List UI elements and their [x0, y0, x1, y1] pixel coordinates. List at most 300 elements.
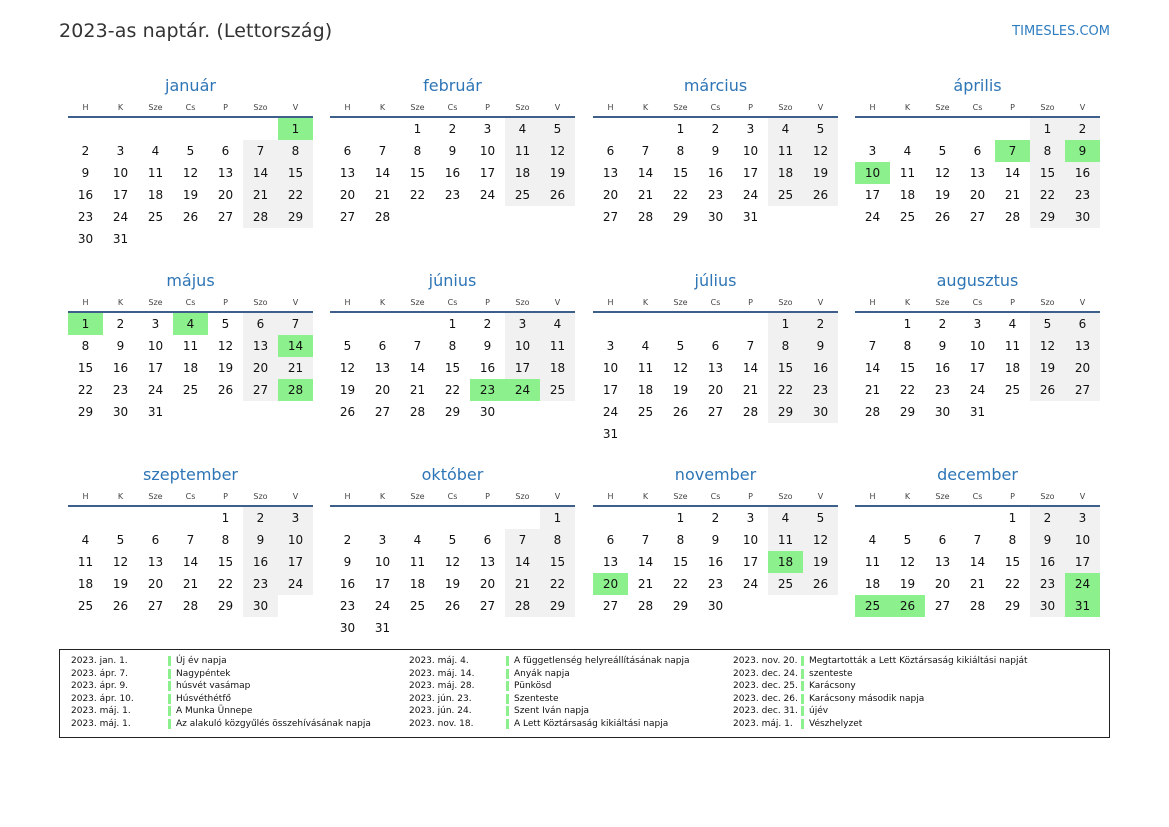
- day-cell: 24: [112, 210, 129, 224]
- day-cell: 16: [707, 555, 724, 569]
- day-cell: 13: [934, 555, 951, 569]
- legend-marker: [506, 681, 509, 691]
- day-cell: 9: [938, 339, 947, 353]
- weekday-label: Szo: [253, 492, 268, 501]
- day-cell: 8: [676, 144, 685, 158]
- day-cell: 2: [711, 511, 720, 525]
- day-cell: 8: [1008, 533, 1017, 547]
- day-cell: 16: [339, 577, 356, 591]
- empty-cell: [138, 118, 173, 140]
- day-grid: [330, 118, 575, 228]
- day-cell: 12: [1030, 335, 1065, 357]
- day-cell: 30: [803, 401, 838, 423]
- day-cell: 27: [374, 405, 391, 419]
- legend-holiday-name: Szenteste: [514, 693, 559, 704]
- day-cell: 22: [672, 188, 689, 202]
- month-calendar: [330, 270, 575, 423]
- empty-cell: [435, 507, 470, 529]
- month-calendar: [593, 270, 838, 445]
- day-cell: 2: [116, 317, 125, 331]
- empty-cell: [855, 313, 890, 335]
- day-cell: 21: [864, 383, 881, 397]
- day-cell: 12: [934, 166, 951, 180]
- day-cell: 18: [637, 383, 654, 397]
- day-grid: [855, 313, 1100, 423]
- empty-cell: [890, 118, 925, 140]
- day-cell: 3: [116, 144, 125, 158]
- legend-date: 2023. jún. 24.: [409, 706, 472, 717]
- day-cell: 29: [278, 206, 313, 228]
- day-cell: 14: [864, 361, 881, 375]
- legend-item: [71, 668, 371, 681]
- day-cell: 24: [278, 573, 313, 595]
- day-cell: 6: [221, 144, 230, 158]
- day-cell: 3: [1065, 507, 1100, 529]
- day-cell: 7: [186, 533, 195, 547]
- day-cell: 13: [707, 361, 724, 375]
- weekday-label: Cs: [972, 103, 983, 112]
- day-cell: 27: [602, 599, 619, 613]
- day-cell: 18: [505, 162, 540, 184]
- day-cell: 23: [77, 210, 94, 224]
- legend-marker: [168, 681, 171, 691]
- day-cell: 4: [81, 533, 90, 547]
- day-cell: 7: [641, 144, 650, 158]
- day-grid: [855, 118, 1100, 228]
- day-cell: 23: [1065, 184, 1100, 206]
- day-cell: 20: [602, 188, 619, 202]
- day-cell: 9: [343, 555, 352, 569]
- day-cell: 8: [676, 533, 685, 547]
- weekday-label: V: [817, 492, 824, 501]
- legend-item: [733, 693, 1028, 706]
- weekday-label: Szo: [253, 298, 268, 307]
- day-cell: 27: [1065, 379, 1100, 401]
- day-cell: 21: [278, 357, 313, 379]
- day-cell: 8: [413, 144, 422, 158]
- day-cell: 24: [864, 210, 881, 224]
- legend-holiday-name: újév: [809, 706, 829, 717]
- day-cell: 23: [243, 573, 278, 595]
- day-cell: 23: [444, 188, 461, 202]
- day-cell: 18: [540, 357, 575, 379]
- weekday-label: Cs: [447, 492, 458, 501]
- empty-cell: [698, 313, 733, 335]
- holiday-day: 14: [278, 335, 313, 357]
- empty-cell: [103, 118, 138, 140]
- holiday-day: 25: [855, 595, 890, 617]
- legend-marker: [506, 656, 509, 666]
- day-cell: 27: [217, 210, 234, 224]
- day-cell: 7: [413, 339, 422, 353]
- day-cell: 19: [217, 361, 234, 375]
- weekday-label: K: [117, 298, 124, 307]
- holiday-day: 1: [68, 313, 103, 335]
- month-calendar: [330, 464, 575, 639]
- day-cell: 26: [182, 210, 199, 224]
- day-cell: 15: [540, 551, 575, 573]
- day-cell: 17: [864, 188, 881, 202]
- day-cell: 25: [147, 210, 164, 224]
- day-cell: 16: [1030, 551, 1065, 573]
- legend-holiday-name: Karácsony második napja: [809, 693, 925, 704]
- day-cell: 3: [868, 144, 877, 158]
- weekday-label: Sze: [410, 492, 425, 501]
- legend-date: 2023. dec. 25.: [733, 681, 798, 692]
- day-cell: 7: [378, 144, 387, 158]
- weekday-label: V: [1079, 492, 1086, 501]
- legend-date: 2023. dec. 26.: [733, 693, 798, 704]
- day-cell: 29: [768, 401, 803, 423]
- holiday-day: 10: [855, 162, 890, 184]
- holiday-day: 7: [995, 140, 1030, 162]
- day-cell: 28: [374, 210, 391, 224]
- day-cell: 21: [637, 188, 654, 202]
- day-cell: 17: [505, 357, 540, 379]
- day-cell: 29: [1004, 599, 1021, 613]
- weekday-label: Cs: [185, 492, 196, 501]
- weekday-label: K: [904, 298, 911, 307]
- day-cell: 28: [637, 599, 654, 613]
- day-cell: 6: [938, 533, 947, 547]
- day-cell: 4: [151, 144, 160, 158]
- day-cell: 30: [707, 210, 724, 224]
- legend-marker: [801, 669, 804, 679]
- weekday-label: H: [869, 298, 876, 307]
- empty-cell: [470, 507, 505, 529]
- empty-cell: [855, 507, 890, 529]
- empty-cell: [103, 507, 138, 529]
- empty-cell: [400, 313, 435, 335]
- weekday-header: [68, 489, 313, 504]
- holiday-day: 4: [173, 313, 208, 335]
- weekday-label: P: [1010, 103, 1015, 112]
- empty-cell: [593, 118, 628, 140]
- day-cell: 28: [505, 595, 540, 617]
- day-cell: 31: [374, 621, 391, 635]
- empty-cell: [628, 118, 663, 140]
- day-cell: 15: [217, 555, 234, 569]
- day-cell: 7: [278, 313, 313, 335]
- day-cell: 15: [1030, 162, 1065, 184]
- day-cell: 5: [116, 533, 125, 547]
- day-grid: [593, 118, 838, 228]
- day-cell: 28: [969, 599, 986, 613]
- weekday-label: V: [554, 298, 561, 307]
- day-cell: 30: [112, 405, 129, 419]
- day-cell: 15: [409, 166, 426, 180]
- day-cell: 21: [742, 383, 759, 397]
- holiday-day: 23: [470, 379, 505, 401]
- day-cell: 27: [339, 210, 356, 224]
- weekday-header: [855, 489, 1100, 504]
- day-cell: 27: [934, 599, 951, 613]
- legend-item: [733, 705, 1028, 718]
- weekday-header: [330, 295, 575, 310]
- holiday-day: 24: [505, 379, 540, 401]
- weekday-label: Szo: [778, 103, 793, 112]
- day-cell: 26: [934, 210, 951, 224]
- month-calendar: [855, 75, 1100, 228]
- day-cell: 31: [602, 427, 619, 441]
- weekday-label: K: [642, 103, 649, 112]
- day-cell: 26: [444, 599, 461, 613]
- weekday-header: [68, 100, 313, 115]
- day-cell: 6: [378, 339, 387, 353]
- day-cell: 21: [409, 383, 426, 397]
- day-cell: 25: [768, 573, 803, 595]
- day-cell: 15: [1004, 555, 1021, 569]
- holiday-day: 31: [1065, 595, 1100, 617]
- day-cell: 11: [637, 361, 654, 375]
- day-cell: 29: [217, 599, 234, 613]
- weekday-label: P: [748, 103, 753, 112]
- day-cell: 28: [1004, 210, 1021, 224]
- empty-cell: [208, 118, 243, 140]
- legend-item: [409, 668, 690, 681]
- weekday-label: Sze: [935, 103, 950, 112]
- weekday-label: K: [379, 492, 386, 501]
- day-cell: 29: [77, 405, 94, 419]
- day-cell: 19: [672, 383, 689, 397]
- day-cell: 2: [483, 317, 492, 331]
- day-cell: 6: [973, 144, 982, 158]
- day-cell: 9: [1030, 529, 1065, 551]
- legend-date: 2023. máj. 4.: [409, 656, 469, 666]
- month-title: augusztus: [936, 271, 1019, 290]
- day-cell: 25: [899, 210, 916, 224]
- day-cell: 13: [243, 335, 278, 357]
- weekday-label: Sze: [935, 492, 950, 501]
- weekday-label: K: [379, 103, 386, 112]
- day-cell: 5: [803, 118, 838, 140]
- legend-holiday-name: Szent Iván napja: [514, 706, 590, 717]
- day-cell: 8: [278, 140, 313, 162]
- day-cell: 18: [77, 577, 94, 591]
- day-cell: 2: [448, 122, 457, 136]
- day-cell: 24: [374, 599, 391, 613]
- day-cell: 17: [147, 361, 164, 375]
- day-cell: 15: [672, 555, 689, 569]
- weekday-label: Cs: [185, 103, 196, 112]
- day-cell: 29: [540, 595, 575, 617]
- page-title: 2023-as naptár. (Lettország): [59, 20, 333, 42]
- day-cell: 3: [151, 317, 160, 331]
- day-cell: 12: [899, 555, 916, 569]
- day-cell: 3: [278, 507, 313, 529]
- day-cell: 28: [243, 206, 278, 228]
- legend-marker: [168, 694, 171, 704]
- holiday-day: 1: [278, 118, 313, 140]
- day-cell: 5: [186, 144, 195, 158]
- weekday-label: Cs: [710, 492, 721, 501]
- day-cell: 19: [1030, 357, 1065, 379]
- day-cell: 16: [707, 166, 724, 180]
- weekday-label: P: [1010, 492, 1015, 501]
- weekday-label: P: [1010, 298, 1015, 307]
- weekday-label: H: [869, 103, 876, 112]
- day-cell: 1: [768, 313, 803, 335]
- day-cell: 24: [602, 405, 619, 419]
- legend-date: 2023. ápr. 10.: [71, 693, 134, 704]
- day-cell: 17: [278, 551, 313, 573]
- weekday-label: P: [223, 103, 228, 112]
- empty-cell: [330, 313, 365, 335]
- day-cell: 8: [540, 529, 575, 551]
- day-cell: 22: [444, 383, 461, 397]
- weekday-header: [855, 100, 1100, 115]
- day-cell: 20: [374, 383, 391, 397]
- day-cell: 7: [641, 533, 650, 547]
- legend-date: 2023. máj. 1.: [71, 706, 131, 717]
- month-calendar: [855, 464, 1100, 617]
- day-cell: 12: [182, 166, 199, 180]
- day-cell: 6: [243, 313, 278, 335]
- empty-cell: [330, 118, 365, 140]
- holiday-day: 18: [768, 551, 803, 573]
- legend-date: 2023. jan. 1.: [71, 656, 128, 666]
- weekday-label: Cs: [972, 492, 983, 501]
- weekday-label: Cs: [447, 103, 458, 112]
- day-cell: 2: [1030, 507, 1065, 529]
- month-title: március: [683, 76, 748, 95]
- day-cell: 20: [217, 188, 234, 202]
- day-cell: 30: [934, 405, 951, 419]
- day-cell: 8: [81, 339, 90, 353]
- weekday-label: Szo: [253, 103, 268, 112]
- empty-cell: [890, 507, 925, 529]
- day-cell: 15: [444, 361, 461, 375]
- day-cell: 13: [479, 555, 496, 569]
- legend-marker: [801, 694, 804, 704]
- day-cell: 19: [444, 577, 461, 591]
- day-cell: 21: [182, 577, 199, 591]
- legend-item: [71, 655, 371, 668]
- day-cell: 17: [112, 188, 129, 202]
- weekday-header: [330, 489, 575, 504]
- day-cell: 5: [676, 339, 685, 353]
- weekday-label: H: [607, 298, 614, 307]
- day-cell: 1: [676, 122, 685, 136]
- weekday-label: Sze: [935, 298, 950, 307]
- weekday-header: [593, 295, 838, 310]
- day-cell: 21: [243, 184, 278, 206]
- day-cell: 13: [147, 555, 164, 569]
- weekday-label: K: [642, 492, 649, 501]
- day-cell: 5: [1030, 313, 1065, 335]
- day-cell: 8: [768, 335, 803, 357]
- legend-holiday-name: Az alakuló közgyűlés összehívásának napja: [176, 718, 371, 729]
- day-cell: 23: [1030, 573, 1065, 595]
- day-cell: 3: [606, 339, 615, 353]
- legend-date: 2023. ápr. 7.: [71, 668, 129, 679]
- day-cell: 19: [803, 162, 838, 184]
- day-cell: 16: [77, 188, 94, 202]
- day-cell: 14: [243, 162, 278, 184]
- empty-cell: [663, 313, 698, 335]
- day-cell: 4: [868, 533, 877, 547]
- day-cell: 10: [147, 339, 164, 353]
- weekday-label: Sze: [148, 492, 163, 501]
- day-cell: 13: [602, 166, 619, 180]
- weekday-label: K: [379, 298, 386, 307]
- day-cell: 27: [243, 379, 278, 401]
- brand-link[interactable]: TIMESLES.COM: [1012, 24, 1110, 39]
- day-cell: 6: [711, 339, 720, 353]
- legend-marker: [168, 656, 171, 666]
- weekday-label: Szo: [1040, 492, 1055, 501]
- weekday-label: V: [817, 103, 824, 112]
- day-cell: 14: [374, 166, 391, 180]
- day-cell: 12: [444, 555, 461, 569]
- day-cell: 22: [409, 188, 426, 202]
- day-cell: 1: [1030, 118, 1065, 140]
- day-cell: 23: [707, 577, 724, 591]
- day-cell: 6: [606, 533, 615, 547]
- legend-marker: [801, 706, 804, 716]
- weekday-label: V: [1079, 103, 1086, 112]
- day-cell: 13: [339, 166, 356, 180]
- holiday-day: 26: [890, 595, 925, 617]
- day-cell: 10: [1065, 529, 1100, 551]
- day-cell: 5: [903, 533, 912, 547]
- day-cell: 30: [707, 599, 724, 613]
- day-cell: 11: [147, 166, 164, 180]
- day-cell: 10: [479, 144, 496, 158]
- day-cell: 15: [768, 357, 803, 379]
- day-cell: 18: [768, 162, 803, 184]
- month-title: február: [423, 76, 482, 95]
- day-cell: 26: [540, 184, 575, 206]
- day-cell: 14: [1004, 166, 1021, 180]
- day-cell: 4: [540, 313, 575, 335]
- weekday-label: Sze: [410, 103, 425, 112]
- day-cell: 19: [112, 577, 129, 591]
- weekday-label: V: [292, 492, 299, 501]
- holiday-day: 28: [278, 379, 313, 401]
- day-cell: 15: [672, 166, 689, 180]
- day-cell: 4: [413, 533, 422, 547]
- day-cell: 6: [343, 144, 352, 158]
- day-cell: 26: [803, 573, 838, 595]
- empty-cell: [925, 118, 960, 140]
- day-cell: 18: [409, 577, 426, 591]
- day-cell: 20: [934, 577, 951, 591]
- day-cell: 25: [409, 599, 426, 613]
- day-cell: 5: [803, 507, 838, 529]
- day-cell: 1: [676, 511, 685, 525]
- day-cell: 29: [672, 210, 689, 224]
- day-cell: 15: [77, 361, 94, 375]
- legend-marker: [506, 694, 509, 704]
- holiday-day: 9: [1065, 140, 1100, 162]
- day-cell: 19: [182, 188, 199, 202]
- day-cell: 28: [182, 599, 199, 613]
- day-cell: 4: [1008, 317, 1017, 331]
- holiday-legend: [59, 649, 1110, 738]
- day-cell: 4: [903, 144, 912, 158]
- day-cell: 29: [672, 599, 689, 613]
- weekday-label: K: [642, 298, 649, 307]
- legend-holiday-name: Új év napja: [176, 656, 227, 666]
- month-title: június: [428, 271, 477, 290]
- day-grid: [330, 313, 575, 423]
- day-cell: 20: [1065, 357, 1100, 379]
- month-title: január: [165, 76, 216, 95]
- day-cell: 2: [1065, 118, 1100, 140]
- day-cell: 27: [602, 210, 619, 224]
- day-cell: 11: [899, 166, 916, 180]
